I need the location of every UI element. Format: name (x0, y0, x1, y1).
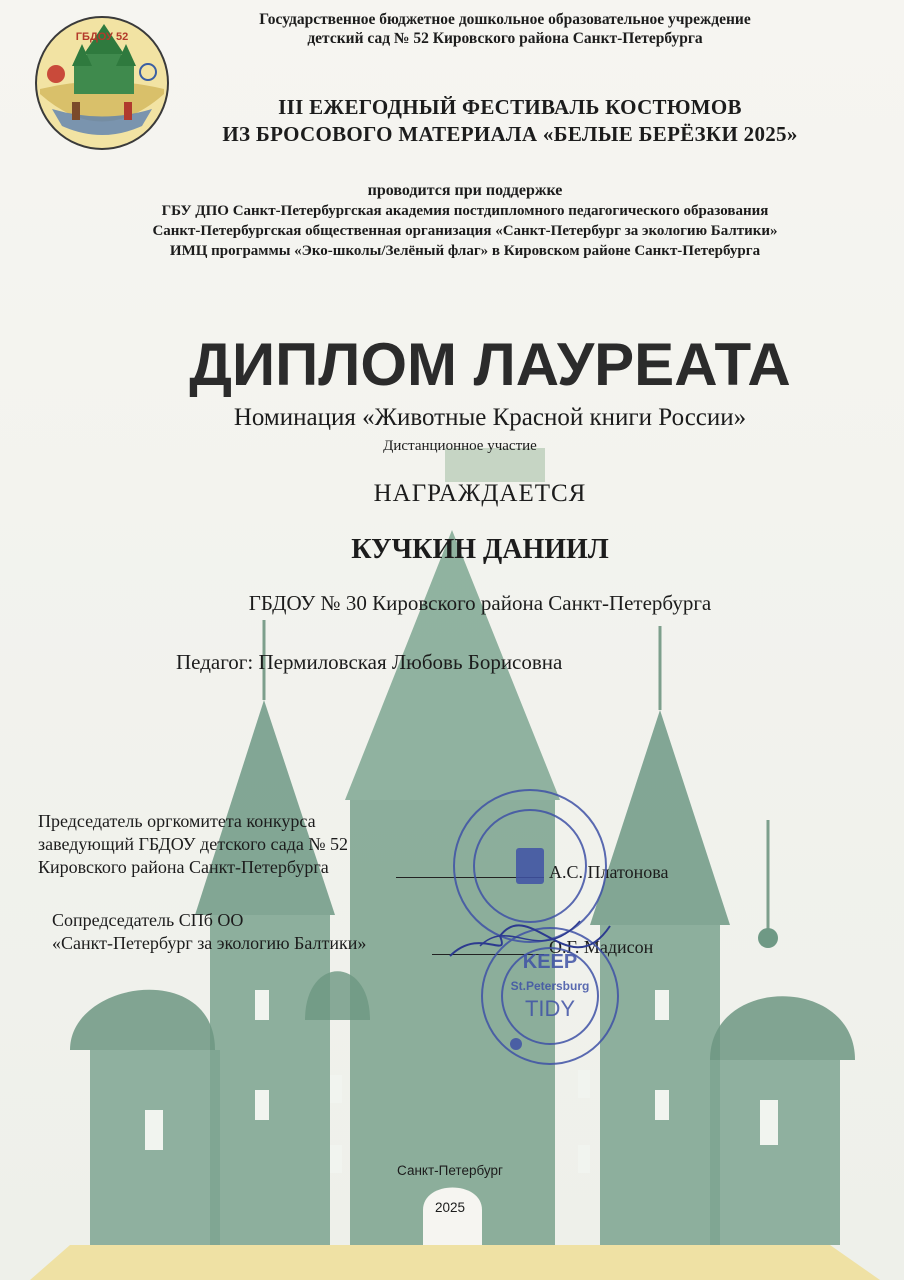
logo-text: ГБДОУ 52 (75, 31, 129, 43)
stamp-spb-text: St.Petersburg (510, 979, 590, 993)
stamp-tidy-text: TIDY (524, 996, 576, 1021)
awarded-label: НАГРАЖДАЕТСЯ (373, 480, 587, 507)
diploma-title: ДИПЛОМ ЛАУРЕАТА (189, 331, 791, 398)
chair-title-line-1: Председатель оргкомитета конкурса (38, 811, 316, 831)
chair-title-line-3: Кировского района Санкт-Петербурга (38, 857, 329, 877)
organization-line-1: Государственное бюджетное дошкольное образовательное учреждение (259, 11, 751, 28)
footer-year: 2025 (434, 1200, 466, 1215)
support-line-2: Санкт-Петербургская общественная организация «Санкт-Петербург за экологию Балтики» (152, 223, 778, 239)
participation-type: Дистанционное участие (383, 438, 537, 454)
festival-line-1: III ЕЖЕГОДНЫЙ ФЕСТИВАЛЬ КОСТЮМОВ (278, 95, 742, 119)
recipient-name: КУЧКИН ДАНИИЛ (351, 534, 609, 565)
support-line-3: ИМЦ программы «Эко-школы/Зелёный флаг» в Кировском районе Санкт-Петербурга (169, 243, 761, 259)
footer-city: Санкт-Петербург (397, 1163, 503, 1178)
support-block (40, 181, 890, 261)
teacher-name: Педагог: Пермиловская Любовь Борисовна (176, 650, 563, 674)
stamp-keep-text: KEEP (522, 951, 578, 973)
nomination: Номинация «Животные Красной книги России» (233, 404, 747, 431)
official-stamps (440, 786, 620, 1070)
recipient-school: ГБДОУ № 30 Кировского района Санкт-Петербурга (248, 591, 712, 615)
support-intro: проводится при поддержке (367, 182, 563, 199)
support-line-1: ГБУ ДПО Санкт-Петербургская академия постдипломного педагогического образования (161, 203, 769, 219)
organization-line-2: детский сад № 52 Кировского района Санкт-Петербурга (307, 30, 703, 47)
festival-line-2: ИЗ БРОСОВОГО МАТЕРИАЛА «БЕЛЫЕ БЕРЁЗКИ 2025» (222, 122, 798, 146)
festival-title (150, 94, 870, 148)
organization-header (210, 10, 800, 48)
chair-name: А.С. Платонова (549, 862, 669, 882)
cochair-name: О.Г. Мадисон (549, 937, 654, 957)
chair-title-line-2: заведующий ГБДОУ детского сада № 52 (38, 834, 349, 854)
cochair-title-line-1: Сопредседатель СПб ОО (52, 910, 244, 930)
cochair-signature-block (52, 909, 366, 955)
chair-signature-block (38, 810, 348, 879)
cochair-title-line-2: «Санкт-Петербург за экологию Балтики» (52, 933, 367, 953)
